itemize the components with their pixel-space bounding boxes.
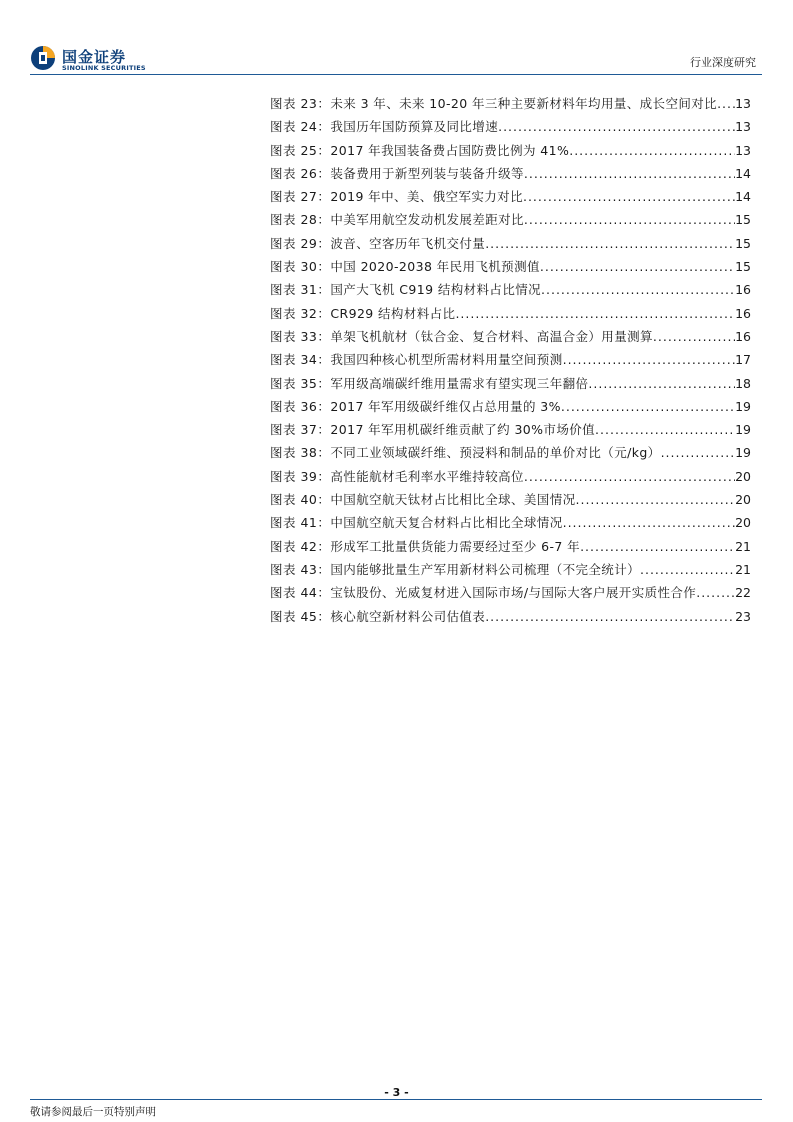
- header-divider: [30, 74, 762, 75]
- toc-dot-leader: [524, 469, 735, 484]
- toc-dot-leader: [661, 445, 736, 460]
- toc-entry[interactable]: [270, 327, 751, 350]
- toc-entry-title: CR929 结构材料占比: [330, 305, 456, 321]
- toc-entry-page: 15: [735, 235, 751, 251]
- toc-entry-page: 17: [735, 352, 751, 368]
- toc-entry-title: 宝钛股份、光威复材进入国际市场/与国际大客户展开实质性合作: [330, 585, 697, 601]
- toc-entry-label: 图表 35：: [270, 375, 331, 391]
- toc-dot-leader: [485, 236, 735, 251]
- toc-entry-label: 图表 38：: [270, 445, 331, 461]
- toc-entry-page: 18: [735, 375, 751, 391]
- toc-entry-label: 图表 25：: [270, 142, 331, 158]
- toc-entry[interactable]: [270, 187, 751, 210]
- toc-entry-title: 2019 年中、美、俄空军实力对比: [330, 189, 523, 205]
- toc-entry-page: 15: [735, 259, 751, 275]
- toc-entry-label: 图表 42：: [270, 538, 331, 554]
- toc-entry-page: 16: [735, 328, 751, 344]
- toc-entry-title: 波音、空客历年飞机交付量: [330, 235, 486, 251]
- toc-dot-leader: [541, 282, 735, 297]
- toc-entry-label: 图表 34：: [270, 352, 331, 368]
- toc-dot-leader: [563, 515, 736, 530]
- toc-entry-label: 图表 30：: [270, 259, 331, 275]
- toc-entry[interactable]: [270, 350, 751, 373]
- toc-entry-page: 21: [735, 561, 751, 577]
- toc-dot-leader: [540, 259, 735, 274]
- toc-entry-page: 14: [735, 189, 751, 205]
- toc-dot-leader: [580, 539, 735, 554]
- report-type-label: 行业深度研究: [690, 56, 756, 69]
- toc-entry[interactable]: [270, 141, 751, 164]
- toc-dot-leader: [640, 562, 735, 577]
- toc-entry[interactable]: [270, 257, 751, 280]
- toc-entry[interactable]: [270, 117, 751, 140]
- toc-entry-label: 图表 43：: [270, 561, 331, 577]
- toc-dot-leader: [455, 306, 735, 321]
- toc-entry-title: 未来 3 年、未来 10-20 年三种主要新材料年均用量、成长空间对比: [330, 96, 718, 111]
- toc-entry[interactable]: [270, 443, 751, 466]
- toc-dot-leader: [717, 96, 735, 111]
- toc-entry-page: 20: [735, 515, 751, 531]
- toc-entry-page: 13: [735, 96, 751, 111]
- toc-entry-page: 14: [735, 165, 751, 181]
- disclaimer-note: 敬请参阅最后一页特别声明: [30, 1106, 156, 1118]
- toc-entry-title: 核心航空新材料公司估值表: [330, 608, 486, 624]
- toc-entry-label: 图表 41：: [270, 515, 331, 531]
- toc-entry[interactable]: [270, 374, 751, 397]
- toc-entry-title: 不同工业领域碳纤维、预浸料和制品的单价对比（元/kg）: [330, 445, 661, 461]
- logo-mark-icon: [30, 45, 56, 71]
- toc-entry-title: 2017 年军用级碳纤维仅占总用量的 3%: [330, 398, 561, 414]
- toc-entry-label: 图表 44：: [270, 585, 331, 601]
- toc-entry-label: 图表 27：: [270, 189, 331, 205]
- toc-dot-leader: [524, 166, 735, 181]
- toc-entry-page: 16: [735, 305, 751, 321]
- toc-entry[interactable]: [270, 467, 751, 490]
- toc-entry-title: 2017 年军用机碳纤维贡献了约 30%市场价值: [330, 422, 596, 438]
- toc-entry-label: 图表 24：: [270, 119, 331, 135]
- toc-entry-label: 图表 28：: [270, 212, 331, 228]
- toc-dot-leader: [569, 143, 735, 158]
- toc-entry-title: 中国 2020-2038 年民用飞机预测值: [330, 259, 540, 275]
- toc-dot-leader: [595, 422, 735, 437]
- toc-entry[interactable]: [270, 420, 751, 443]
- toc-entry-label: 图表 39：: [270, 468, 331, 484]
- toc-entry-label: 图表 32：: [270, 305, 331, 321]
- toc-entry-title: 装备费用于新型列装与装备升级等: [330, 165, 524, 181]
- toc-entry-title: 形成军工批量供货能力需要经过至少 6-7 年: [330, 538, 581, 554]
- toc-entry-page: 19: [735, 398, 751, 414]
- toc-entry[interactable]: [270, 397, 751, 420]
- toc-entry-label: 图表 29：: [270, 235, 331, 251]
- toc-entry[interactable]: [270, 210, 751, 233]
- toc-entry-title: 中国航空航天钛材占比相比全球、美国情况: [330, 492, 576, 508]
- toc-entry-page: 23: [735, 608, 751, 624]
- toc-entry[interactable]: [270, 304, 751, 327]
- toc-entry-title: 国产大飞机 C919 结构材料占比情况: [330, 282, 542, 298]
- toc-entry-title: 我国四种核心机型所需材料用量空间预测: [330, 352, 563, 368]
- toc-entry[interactable]: [270, 490, 751, 513]
- toc-dot-leader: [524, 212, 735, 227]
- page-header: [0, 0, 793, 80]
- toc-entry-page: 16: [735, 282, 751, 298]
- toc-entry-title: 中美军用航空发动机发展差距对比: [330, 212, 524, 228]
- toc-dot-leader: [653, 329, 735, 344]
- toc-dot-leader: [563, 352, 736, 367]
- toc-dot-leader: [696, 585, 735, 600]
- footer-divider: [30, 1099, 762, 1100]
- toc-entry-label: 图表 23：: [270, 96, 331, 111]
- toc-entry-title: 高性能航材毛利率水平维持较高位: [330, 468, 524, 484]
- toc-entry-label: 图表 45：: [270, 608, 331, 624]
- toc-entry-page: 21: [735, 538, 751, 554]
- toc-entry[interactable]: [270, 164, 751, 187]
- toc-entry-label: 图表 26：: [270, 165, 331, 181]
- toc-dot-leader: [588, 376, 735, 391]
- toc-entry-title: 2017 年我国装备费占国防费比例为 41%: [330, 142, 570, 158]
- toc-entry-page: 19: [735, 422, 751, 438]
- toc-entry-page: 20: [735, 468, 751, 484]
- toc-entry-page: 13: [735, 119, 751, 135]
- toc-entry-title: 军用级高端碳纤维用量需求有望实现三年翻倍: [330, 375, 589, 391]
- figure-index-list: [270, 94, 751, 630]
- toc-entry[interactable]: [270, 583, 751, 606]
- toc-entry-label: 图表 36：: [270, 398, 331, 414]
- toc-entry[interactable]: [270, 560, 751, 583]
- toc-entry-label: 图表 31：: [270, 282, 331, 298]
- toc-dot-leader: [523, 189, 735, 204]
- toc-entry-title: 我国历年国防预算及同比增速: [330, 119, 499, 135]
- toc-entry-title: 中国航空航天复合材料占比相比全球情况: [330, 515, 563, 531]
- toc-dot-leader: [485, 609, 735, 624]
- toc-dot-leader: [498, 119, 735, 134]
- page-number: - 3 -: [384, 1086, 409, 1099]
- toc-dot-leader: [576, 492, 736, 507]
- toc-entry-page: 13: [735, 142, 751, 158]
- toc-entry[interactable]: [270, 607, 751, 630]
- toc-entry-label: 图表 33：: [270, 328, 331, 344]
- toc-entry-page: 22: [735, 585, 751, 601]
- toc-entry-label: 图表 40：: [270, 492, 331, 508]
- toc-entry-page: 19: [735, 445, 751, 461]
- logo-chinese-name: 国金证券: [62, 48, 127, 66]
- toc-entry-label: 图表 37：: [270, 422, 331, 438]
- toc-dot-leader: [561, 399, 735, 414]
- toc-entry[interactable]: [270, 513, 751, 536]
- toc-entry-page: 15: [735, 212, 751, 228]
- company-logo: [30, 45, 180, 75]
- logo-english-name: SINOLINK SECURITIES: [62, 64, 146, 72]
- toc-entry[interactable]: [270, 234, 751, 257]
- toc-entry[interactable]: [270, 537, 751, 560]
- toc-entry-title: 单架飞机航材（钛合金、复合材料、高温合金）用量测算: [330, 328, 653, 344]
- toc-entry[interactable]: [270, 94, 751, 117]
- toc-entry-title: 国内能够批量生产军用新材料公司梳理（不完全统计）: [330, 561, 640, 577]
- toc-entry-page: 20: [735, 492, 751, 508]
- toc-entry[interactable]: [270, 280, 751, 303]
